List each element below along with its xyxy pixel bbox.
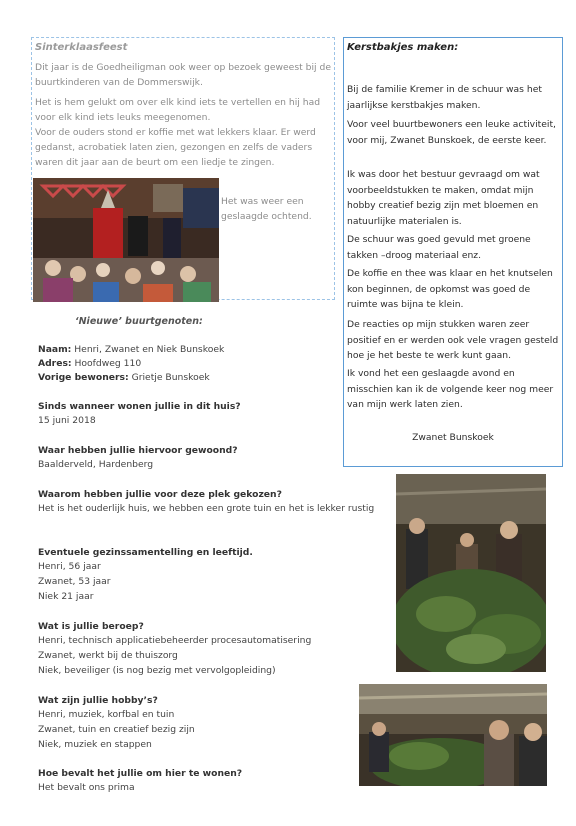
kerstbakjes-photo-2 bbox=[359, 684, 547, 786]
answer-4-1: Henri, 56 jaar bbox=[38, 561, 101, 572]
answer-7: Het bevalt ons prima bbox=[38, 782, 135, 793]
adres-value: Hoofdweg 110 bbox=[71, 358, 142, 369]
naam-line bbox=[38, 343, 224, 357]
kerstbakjes-paragraph-4: De schuur was goed gevuld met groene takken –droog materiaal enz. bbox=[347, 234, 531, 261]
sinterklaas-paragraph-2: Het is hem gelukt om over elk kind iets te vertellen en hij had voor elk kind iets leuks meegenomen. bbox=[35, 97, 321, 123]
naam-value: Henri, Zwanet en Niek Bunskoek bbox=[71, 344, 225, 355]
question-5: Wat is jullie beroep? bbox=[38, 621, 144, 632]
adres-label: Adres: bbox=[38, 358, 72, 369]
kerstbakjes-paragraph-5: De koffie en thee was klaar en het knutselen kon beginnen, de opkomst was goed de ruimte was bijna te klein. bbox=[347, 268, 553, 310]
answer-5-2: Zwanet, werkt bij de thuiszorg bbox=[38, 650, 178, 661]
question-1: Sinds wanneer wonen jullie in dit huis? bbox=[38, 401, 241, 412]
answer-4-2: Zwanet, 53 jaar bbox=[38, 576, 111, 587]
vorige-label: Vorige bewoners: bbox=[38, 372, 129, 383]
vorige-value: Grietje Bunskoek bbox=[128, 372, 210, 383]
kerstbakjes-paragraph-7: Ik vond het een geslaagde avond en misschien kan ik de volgende keer nog meer van mijn werk laten zien. bbox=[347, 368, 554, 410]
answer-2: Baalderveld, Hardenberg bbox=[38, 459, 154, 470]
question-4: Eventuele gezinssamentelling en leeftijd. bbox=[38, 547, 253, 558]
buurtgenoten-title: ‘Nieuwe’ buurtgenoten: bbox=[75, 316, 203, 327]
question-7: Hoe bevalt het jullie om hier te wonen? bbox=[38, 768, 243, 779]
kerstbakjes-title: Kerstbakjes maken: bbox=[347, 42, 459, 53]
kerstbakjes-signature: Zwanet Bunskoek bbox=[412, 432, 494, 443]
sinterklaas-photo bbox=[33, 178, 219, 302]
question-3: Waarom hebben jullie voor deze plek gekozen? bbox=[38, 489, 282, 500]
sinterklaas-caption: Het was weer een geslaagde ochtend. bbox=[221, 196, 312, 222]
kerstbakjes-photo-1 bbox=[396, 474, 546, 672]
answer-5-1: Henri, technisch applicatiebeheerder procesautomatisering bbox=[38, 635, 312, 646]
question-6: Wat zijn jullie hobby’s? bbox=[38, 695, 158, 706]
kerstbakjes-paragraph-1: Bij de familie Kremer in de schuur was het jaarlijkse kerstbakjes maken. bbox=[347, 84, 542, 111]
answer-4-3: Niek 21 jaar bbox=[38, 591, 94, 602]
sinterklaas-paragraph-3: Voor de ouders stond er koffie met wat lekkers klaar. Er werd gedanst, acrobatiek laten zien, gezongen en zelfs de vaders waren dit jaar aan de beurt om een liedje te zingen. bbox=[35, 127, 316, 168]
answer-6-3: Niek, muziek en stappen bbox=[38, 739, 152, 750]
kerstbakjes-paragraph-2: Voor veel buurtbewoners een leuke activiteit, voor mij, Zwanet Bunskoek, de eerste keer. bbox=[347, 119, 556, 146]
answer-6-1: Henri, muziek, korfbal en tuin bbox=[38, 709, 175, 720]
sinterklaas-title: Sinterklaasfeest bbox=[35, 42, 128, 53]
sinterklaas-paragraph-1: Dit jaar is de Goedheiligman ook weer op bezoek geweest bij de buurtkinderen van de Dommerswijk. bbox=[35, 62, 331, 88]
adres-line bbox=[38, 357, 141, 371]
answer-6-2: Zwanet, tuin en creatief bezig zijn bbox=[38, 724, 195, 735]
kerstbakjes-paragraph-3: Ik was door het bestuur gevraagd om wat voorbeeldstukken te maken, omdat mijn hobby creatief bezig zijn met bloemen en natuurlijke materialen is. bbox=[347, 169, 540, 227]
vorige-line bbox=[38, 371, 210, 385]
answer-5-3: Niek, beveiliger (is nog bezig met vervolgopleiding) bbox=[38, 665, 276, 676]
kerstbakjes-paragraph-6: De reacties op mijn stukken waren zeer positief en er werden ook vele vragen gesteld hoe je het beste te werk kunt gaan. bbox=[347, 319, 559, 361]
naam-label: Naam: bbox=[38, 344, 72, 355]
answer-1: 15 juni 2018 bbox=[38, 415, 96, 426]
question-2: Waar hebben jullie hiervoor gewoond? bbox=[38, 445, 238, 456]
answer-3: Het is het ouderlijk huis, we hebben een grote tuin en het is lekker rustig bbox=[38, 503, 375, 514]
